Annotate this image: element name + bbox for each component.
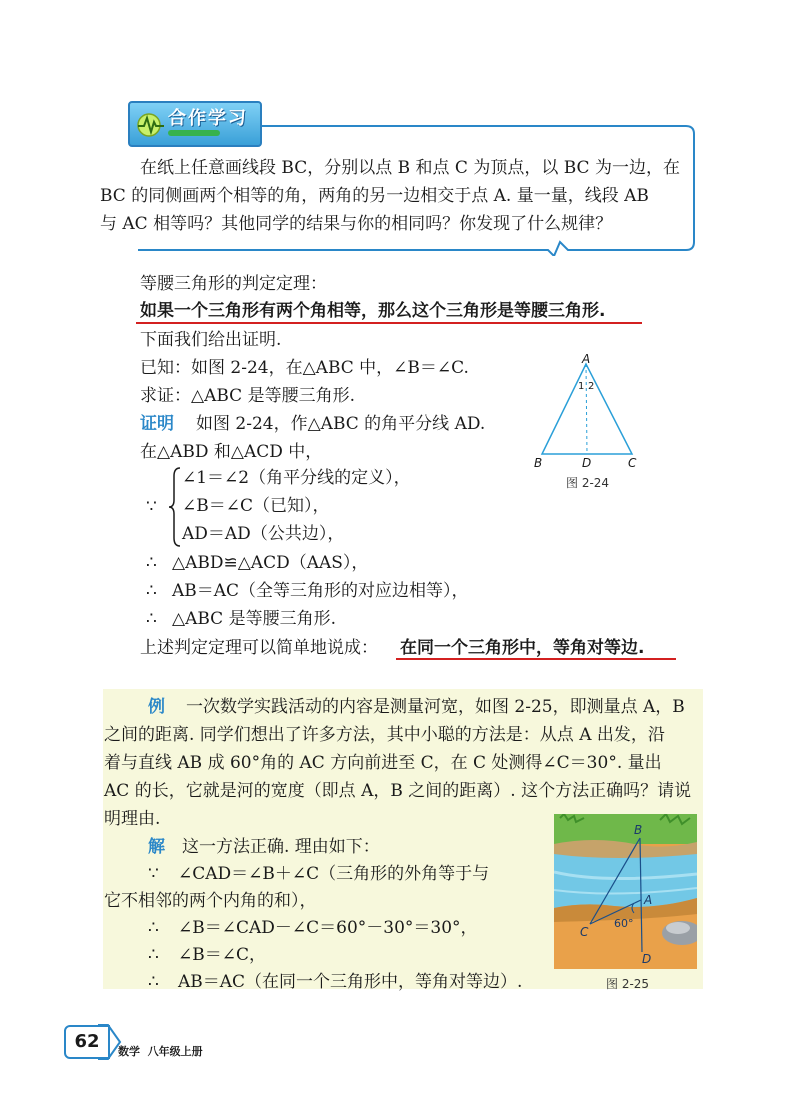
figure-2-25: [554, 814, 697, 969]
example-line-5: 明理由.: [104, 809, 161, 829]
summary-bold: 在同一个三角形中，等角对等边.: [400, 638, 645, 658]
example-line-4: AC 的长，它就是河的宽度（即点 A，B 之间的距离）. 这个方法正确吗？请说: [104, 781, 692, 801]
proof-in-triangles: 在△ABD 和△ACD 中，: [140, 442, 323, 462]
conclusion-1: △ABD≌△ACD（AAS），: [172, 553, 369, 573]
fig225-label-b: B: [634, 823, 643, 837]
coop-title-bar: [168, 130, 220, 136]
brace-icon: [168, 466, 182, 548]
solution-therefore-symbol-3: ∴: [148, 972, 159, 992]
pulse-icon: [136, 112, 166, 138]
conclusion-2: AB＝AC（全等三角形的对应边相等），: [172, 581, 469, 601]
solution-line-2: ∠CAD＝∠B＋∠C（三角形的外角等于与: [178, 864, 490, 884]
proof-lead: 下面我们给出证明.: [140, 330, 282, 350]
theorem-underline: [136, 322, 642, 324]
fig224-label-d: D: [582, 456, 592, 470]
coop-line-2: BC 的同侧画两个相等的角，两角的另一边相交于点 A. 量一量，线段 AB: [100, 186, 649, 206]
fig225-label-a: A: [644, 893, 653, 907]
theorem-statement: 如果一个三角形有两个角相等，那么这个三角形是等腰三角形.: [140, 301, 606, 321]
conclusion-3: △ABC 是等腰三角形.: [172, 609, 336, 629]
proof-label: 证明: [140, 414, 174, 434]
solution-line-3: 它不相邻的两个内角的和），: [104, 891, 317, 911]
solution-because-symbol: ∵: [148, 864, 159, 884]
fig225-label-d: D: [642, 952, 652, 966]
summary-prefix: 上述判定定理可以简单地说成：: [140, 638, 378, 658]
summary-underline: [396, 658, 676, 660]
solution-therefore-symbol-1: ∴: [148, 918, 159, 938]
fig224-angle-2: 2: [588, 381, 595, 392]
fig225-caption: 图 2-25: [606, 977, 650, 991]
given-text: 已知：如图 2-24，在△ABC 中，∠B＝∠C.: [140, 358, 469, 378]
condition-3: AD＝AD（公共边），: [182, 524, 345, 544]
example-line-2: 之间的距离. 同学们想出了许多方法，其中小聪的方法是：从点 A 出发，沿: [104, 725, 665, 745]
proof-first-line: 如图 2-24，作△ABC 的角平分线 AD.: [196, 414, 486, 434]
solution-line-4: ∠B＝∠CAD－∠C＝60°－30°＝30°，: [178, 918, 478, 938]
solution-therefore-symbol-2: ∴: [148, 945, 159, 965]
coop-line-1: 在纸上任意画线段 BC，分别以点 B 和点 C 为顶点，以 BC 为一边，在: [140, 158, 680, 178]
coop-line-3: 与 AC 相等吗？其他同学的结果与你的相同吗？你发现了什么规律？: [100, 214, 613, 234]
condition-2: ∠B＝∠C（已知），: [182, 496, 330, 516]
fig224-label-a: A: [582, 352, 591, 366]
book-title: 数学 八年级上册: [118, 1045, 203, 1058]
fig224-angle-1: 1: [578, 381, 585, 392]
example-label: 例: [148, 697, 165, 717]
solution-line-5: ∠B＝∠C，: [178, 945, 266, 965]
fig225-angle: 60°: [614, 917, 634, 930]
solution-line-1: 这一方法正确. 理由如下：: [182, 837, 380, 857]
solution-line-6: AB＝AC（在同一个三角形中，等角对等边）.: [178, 972, 523, 992]
prove-text: 求证：△ABC 是等腰三角形.: [140, 386, 355, 406]
therefore-symbol-3: ∴: [146, 609, 157, 629]
example-line-1: 一次数学实践活动的内容是测量河宽，如图 2-25，即测量点 A，B: [186, 697, 685, 717]
coop-title: 合作学习: [168, 108, 248, 129]
fig224-label-c: C: [628, 456, 637, 470]
page-number: 62: [64, 1025, 110, 1059]
condition-1: ∠1＝∠2（角平分线的定义），: [182, 468, 411, 488]
fig224-label-b: B: [534, 456, 543, 470]
therefore-symbol-1: ∴: [146, 553, 157, 573]
example-line-3: 着与直线 AB 成 60°角的 AC 方向前进至 C，在 C 处测得∠C＝30°. 量出: [104, 753, 662, 773]
because-symbol: ∵: [146, 497, 157, 517]
fig224-caption: 图 2-24: [566, 476, 610, 490]
therefore-symbol-2: ∴: [146, 581, 157, 601]
fig225-label-c: C: [580, 925, 589, 939]
theorem-intro: 等腰三角形的判定定理：: [140, 274, 327, 294]
figure-2-24: [528, 352, 648, 472]
solution-label: 解: [148, 837, 165, 857]
